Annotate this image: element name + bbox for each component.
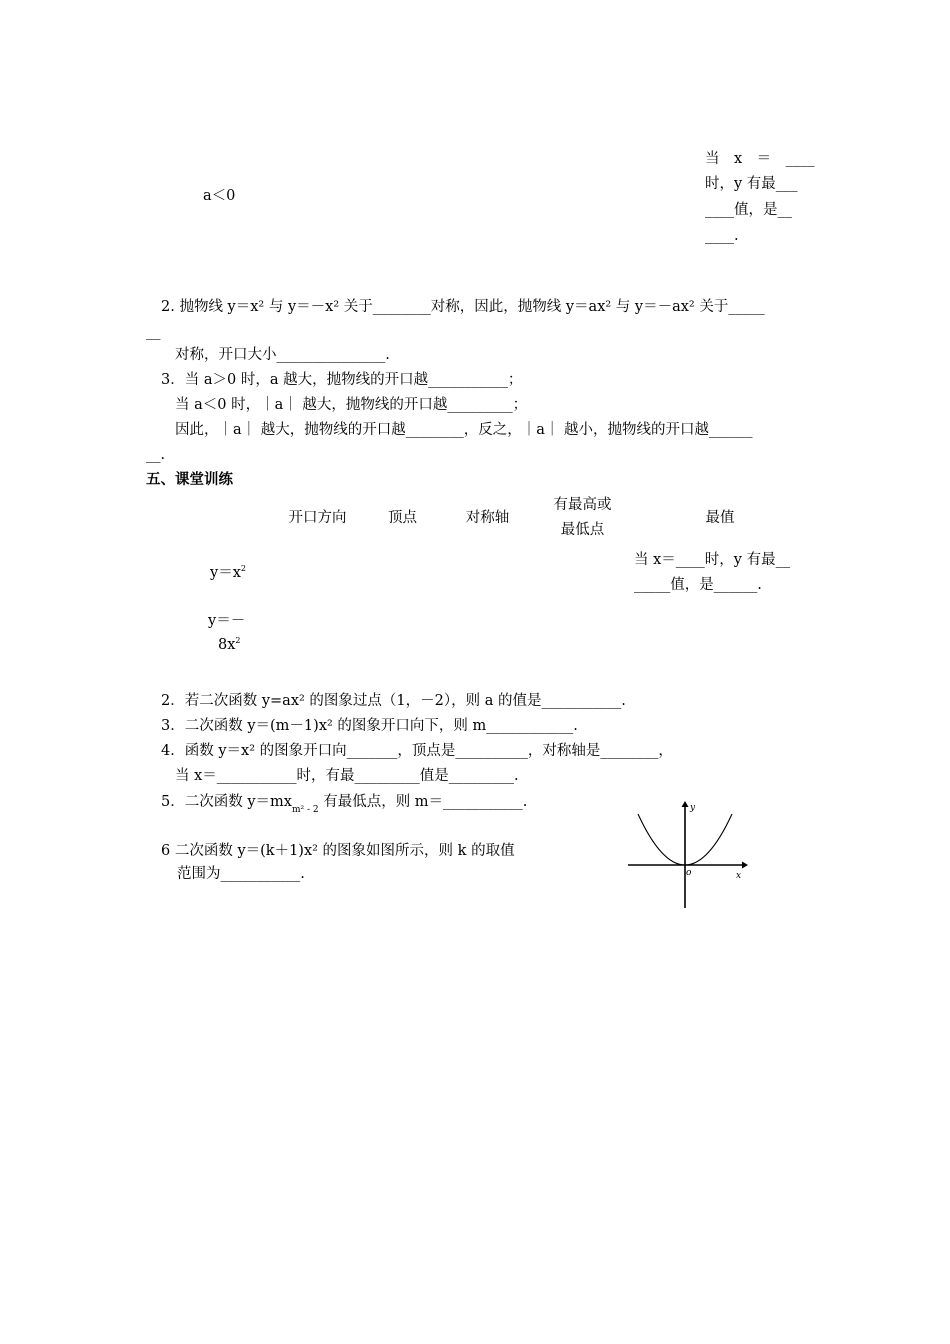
question-3-line-3-wrap: __. (146, 447, 166, 463)
exercise-4-line-1: 4．函数 y＝x² 的图象开口向_______，顶点是__________，对称轴是________， (161, 743, 673, 759)
exercise-5-suffix: 有最低点，则 m＝___________. (323, 794, 528, 810)
section-title: 五、课堂训练 (146, 472, 233, 488)
row-2-function-base: 8x (218, 637, 236, 653)
y-axis-arrow (682, 801, 689, 807)
exercise-4-line-2: 当 x＝___________时，有最_________值是_________. (175, 768, 519, 784)
x-axis-arrow (742, 862, 748, 869)
row-2-function-line-2 (218, 635, 241, 655)
exercise-6-line-1: 6 二次函数 y＝(k＋1)x² 的图象如图所示，则 k 的取值 (161, 843, 515, 859)
header-highlow-line-2: 最低点 (560, 522, 605, 538)
exercise-5-prefix: 5．二次函数 y＝mx (161, 794, 292, 810)
exercise-6-line-2: 范围为___________. (177, 866, 305, 882)
x-axis-label: x (736, 871, 742, 881)
exercise-5-exponent: m² - 2 (291, 805, 319, 815)
parabola-graph (620, 798, 750, 910)
row-1-extremum-line-2: _____值，是______. (634, 577, 762, 593)
row-1-function-base: y＝x (210, 565, 241, 581)
question-2-line-1: 2. 抛物线 y＝x² 与 y＝－x² 关于________对称，因此，抛物线 y＝ax² 与 y＝－ax² 关于_____ (161, 299, 765, 315)
row-2-function-line-1: y＝－ (208, 613, 246, 629)
row-1-function (210, 563, 246, 583)
row-label-a-negative: a＜0 (203, 188, 236, 204)
question-3-line-2: 当 a＜0 时，｜a｜ 越大，抛物线的开口越_________； (175, 397, 528, 413)
extremum-cell-line-3: ____值，是__ (705, 202, 792, 218)
question-3-line-1: 3．当 a＞0 时，a 越大，抛物线的开口越___________； (161, 372, 523, 388)
extremum-cell-line-1: 当 x ＝ ____ (705, 151, 815, 167)
extremum-cell-line-4: ____. (705, 228, 739, 244)
row-2-function-exponent: 2 (235, 636, 241, 645)
header-highlow-line-1: 有最高或 (553, 497, 612, 513)
exercise-5 (161, 792, 527, 814)
exercise-2: 2．若二次函数 y=ax² 的图象过点（1，－2），则 a 的值是___________. (161, 693, 626, 709)
y-axis-label: y (690, 803, 696, 813)
extremum-cell-line-2: 时，y 有最___ (705, 176, 798, 192)
header-vertex: 顶点 (388, 510, 417, 526)
header-opening-direction: 开口方向 (288, 510, 347, 526)
row-1-extremum-line-1: 当 x＝____时，y 有最__ (634, 552, 791, 568)
question-2-line-2: 对称，开口大小_______________. (175, 347, 390, 363)
exercise-3: 3．二次函数 y＝(m－1)x² 的图象开口向下，则 m____________. (161, 718, 578, 734)
question-3-line-3: 因此，｜a｜ 越大，抛物线的开口越________，反之，｜a｜ 越小，抛物线的开口越______ (175, 422, 753, 438)
header-extremum: 最值 (705, 510, 735, 526)
question-2-line-1-wrap: __ (146, 324, 161, 340)
row-1-function-exponent: 2 (240, 564, 246, 573)
header-axis: 对称轴 (465, 510, 510, 526)
origin-label: o (686, 868, 692, 878)
